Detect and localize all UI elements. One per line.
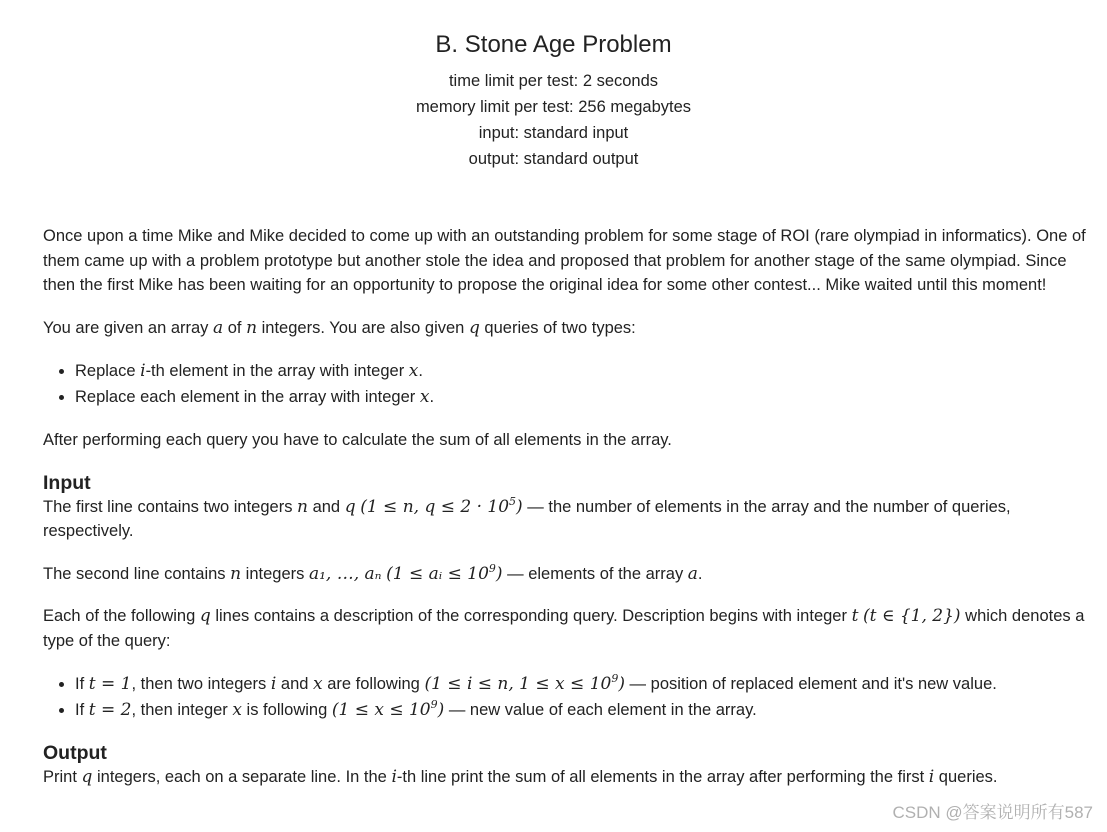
- math-expression: x: [232, 700, 242, 720]
- math-expression: n: [246, 317, 258, 338]
- text-run: which denotes a type of the query:: [43, 607, 1085, 650]
- math-expression: x: [408, 361, 419, 381]
- math-expression: (1 ≤ n, $q \le 2 \cdot 10^5$): [360, 494, 523, 517]
- text-run: .: [429, 388, 435, 406]
- output-file: output: standard output: [468, 150, 639, 168]
- memory-limit: memory limit per test: 256 megabytes: [415, 98, 692, 116]
- math-expression: q: [199, 606, 211, 626]
- text-run: and: [308, 497, 345, 516]
- math-expression: (1 ≤ i ≤ n, $1 \le x \le 10^9$): [424, 672, 625, 694]
- text-run: If: [75, 701, 89, 719]
- text-run: Replace each element in the array with integer: [75, 388, 420, 406]
- text-run: of: [223, 318, 247, 337]
- time-limit: time limit per test: 2 seconds: [448, 72, 659, 90]
- section-title: Input: [43, 471, 91, 494]
- math-expression: x: [313, 674, 323, 694]
- paragraph: [43, 765, 1099, 790]
- text-run: — the number of elements in the array and the number of queries, respectively.: [43, 497, 1011, 540]
- text-run: is following: [241, 701, 332, 719]
- paragraph: [43, 562, 1099, 587]
- paragraph: [43, 604, 1099, 653]
- math-expression: q: [344, 496, 356, 517]
- bullet-list: [43, 671, 1099, 723]
- paragraph: [43, 316, 1099, 341]
- math-expression: a: [687, 563, 698, 584]
- text-run: lines contains a description of the corresponding query. Description begins with integer: [210, 607, 852, 625]
- math-expression: x: [419, 387, 430, 407]
- input-file: input: standard input: [478, 124, 629, 142]
- text-run: — position of replaced element and it's new value.: [624, 675, 997, 693]
- text-run: integers: [241, 564, 309, 583]
- text-run: If: [75, 675, 89, 693]
- text-run: Once upon a time Mike and Mike decided to come up with an outstanding problem for some stage of ROI (rare olympiad in informatics). One of them came up with a problem prototype but another stole the idea and proposed that problem for another stage of the same olympiad. Since then the first Mike has been waiting for an opportunity to propose the original idea for some other contest... Mike waited until this moment!: [43, 227, 1086, 294]
- section-title: Output: [43, 742, 107, 764]
- math-expression: n: [230, 563, 242, 584]
- text-run: .: [418, 362, 423, 380]
- list-item: [75, 358, 1099, 384]
- text-run: After performing each query you have to calculate the sum of all elements in the array.: [43, 431, 672, 449]
- text-run: The second line contains: [43, 564, 231, 583]
- math-expression: $(1 \le x \le 10^9)$: [331, 698, 445, 720]
- text-run: The first line contains two integers: [43, 497, 298, 516]
- text-run: integers, each on a separate line. In the: [92, 768, 392, 786]
- text-run: — elements of the array: [502, 564, 688, 583]
- math-superscript: 9: [430, 698, 438, 711]
- text-run: -th element in the array with integer: [145, 362, 409, 380]
- problem-statement: [43, 224, 1099, 808]
- list-item: [75, 671, 1099, 697]
- math-expression: i: [391, 767, 397, 787]
- text-run: Each of the following: [43, 607, 200, 625]
- math-expression: t: [851, 606, 859, 626]
- math-superscript: 9: [611, 672, 619, 685]
- text-run: Print: [43, 768, 82, 786]
- math-superscript: 5: [509, 494, 517, 508]
- math-expression: q: [468, 317, 480, 338]
- math-expression: (t ∈ {1, 2}): [863, 606, 961, 626]
- text-run: queries.: [934, 768, 998, 786]
- math-expression: a₁, …, aₙ: [308, 563, 382, 584]
- math-expression: i: [140, 361, 146, 381]
- math-expression: i: [270, 674, 277, 694]
- watermark: CSDN @答案说明所有587: [892, 803, 1093, 822]
- math-expression: q: [81, 767, 93, 787]
- paragraph: [43, 428, 1099, 453]
- math-expression: i: [928, 767, 935, 787]
- math-expression: t = 1: [88, 674, 132, 694]
- text-run: Replace: [75, 362, 141, 380]
- text-run: , then integer: [131, 701, 233, 719]
- bullet-list: [43, 358, 1099, 410]
- text-run: queries of two types:: [479, 318, 636, 337]
- text-run: , then two integers: [131, 675, 271, 693]
- paragraph: [43, 495, 1099, 544]
- text-run: and: [276, 675, 314, 693]
- text-run: integers. You are also given: [257, 318, 469, 337]
- math-expression: t = 2: [88, 700, 132, 720]
- text-run: You are given an array: [43, 318, 214, 337]
- list-item: [75, 384, 1099, 410]
- text-run: -th line print the sum of all elements in the array after performing the first: [396, 768, 929, 786]
- text-run: are following: [322, 675, 425, 693]
- paragraph: [43, 224, 1099, 298]
- list-item: [75, 697, 1099, 723]
- math-superscript: 9: [488, 561, 496, 575]
- problem-title: B. Stone Age Problem: [435, 31, 672, 58]
- text-run: — new value of each element in the array.: [444, 701, 757, 719]
- problem-header: [0, 30, 1107, 172]
- math-expression: (1 ≤ aᵢ ≤ $10^9$): [386, 561, 503, 584]
- math-expression: n: [297, 496, 308, 517]
- text-run: .: [697, 564, 703, 583]
- math-expression: a: [213, 317, 224, 338]
